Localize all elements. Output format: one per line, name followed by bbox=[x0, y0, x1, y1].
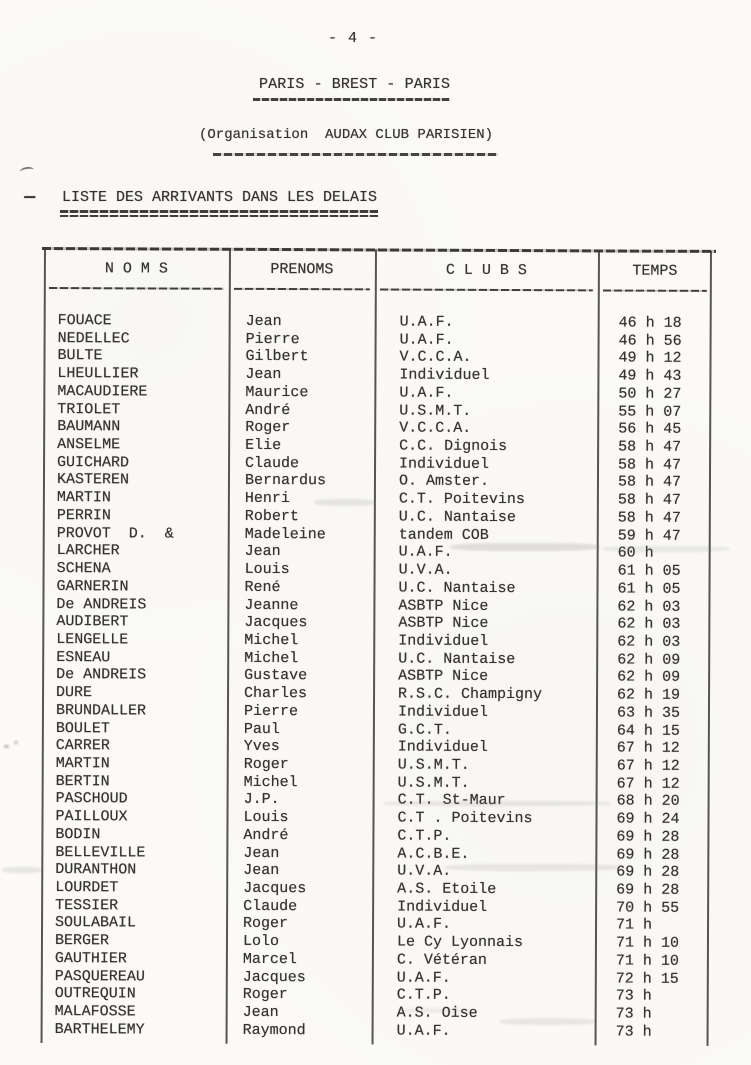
cell-club: U.V.A. bbox=[397, 862, 452, 881]
cell-temps: 67 h 12 bbox=[616, 757, 680, 775]
header-prenoms: PRENOMS bbox=[229, 248, 375, 290]
scan-speck bbox=[4, 745, 9, 748]
cell-temps: 61 h 05 bbox=[617, 580, 681, 598]
cell-prenom: Bernardus bbox=[244, 472, 327, 490]
cell-prenom: Jean bbox=[243, 862, 280, 880]
cell-temps: 73 h bbox=[615, 987, 652, 1005]
cell-nom: BODIN bbox=[55, 825, 101, 844]
table-header-row bbox=[44, 247, 712, 291]
cell-nom: KASTEREN bbox=[56, 471, 130, 489]
cell-prenom: Jean bbox=[244, 543, 281, 561]
cell-prenom: Claude bbox=[245, 454, 300, 472]
cell-temps: 71 h 10 bbox=[615, 934, 680, 952]
cell-nom: TRIOLET bbox=[57, 400, 121, 418]
cell-club: R.S.C. Champigny bbox=[398, 685, 543, 704]
cell-prenom: Michel bbox=[243, 773, 298, 791]
cell-club: U.S.M.T. bbox=[397, 756, 470, 774]
cell-temps: 62 h 09 bbox=[617, 668, 681, 687]
cell-nom: BERGER bbox=[54, 932, 110, 950]
cell-temps: 64 h 15 bbox=[616, 722, 680, 740]
cell-nom: MALAFOSSE bbox=[54, 1003, 136, 1021]
cell-temps: 69 h 28 bbox=[616, 863, 680, 882]
results-table bbox=[41, 247, 712, 1046]
cell-temps: 71 h 10 bbox=[615, 952, 679, 970]
cell-temps: 56 h 45 bbox=[618, 420, 682, 439]
scan-smudge bbox=[399, 1008, 471, 1013]
cell-nom: BAUMANN bbox=[57, 418, 121, 436]
cell-nom: ESNEAU bbox=[56, 648, 111, 666]
cell-prenom: Paul bbox=[243, 720, 280, 738]
cell-prenom: Pierre bbox=[245, 330, 300, 348]
document-title: PARIS - BREST - PARIS bbox=[259, 76, 451, 93]
table-row bbox=[41, 1021, 709, 1042]
cell-prenom: Gilbert bbox=[245, 348, 309, 366]
cell-prenom: Jean bbox=[245, 366, 282, 384]
cell-prenom: Claude bbox=[243, 897, 298, 915]
cell-nom: MARTIN bbox=[56, 489, 111, 507]
cell-temps: 72 h 15 bbox=[615, 970, 679, 988]
cell-temps: 58 h 47 bbox=[617, 491, 681, 509]
cell-temps: 70 h 55 bbox=[616, 899, 680, 917]
cell-prenom: Raymond bbox=[242, 1021, 306, 1039]
cell-prenom: Louis bbox=[243, 809, 289, 827]
page-number: - 4 - bbox=[328, 30, 379, 47]
cell-temps: 61 h 05 bbox=[617, 562, 681, 580]
cell-nom: TESSIER bbox=[55, 896, 119, 915]
cell-nom: BULTE bbox=[57, 347, 103, 365]
cell-nom: NEDELLEC bbox=[57, 329, 130, 348]
cell-prenom: René bbox=[244, 578, 281, 596]
cell-temps: 46 h 18 bbox=[618, 314, 682, 332]
cell-nom: CARRER bbox=[55, 737, 110, 755]
cell-nom: De ANDREIS bbox=[56, 595, 147, 613]
cell-club: C.T.P. bbox=[396, 986, 451, 1005]
cell-temps: 71 h bbox=[616, 916, 653, 935]
cell-nom: AUDIBERT bbox=[56, 613, 129, 631]
cell-prenom: Roger bbox=[245, 419, 291, 437]
cell-prenom: Jacques bbox=[244, 614, 308, 632]
cell-prenom: Gustave bbox=[244, 667, 308, 685]
cell-temps: 60 h bbox=[617, 544, 654, 563]
cell-club: U.A.F. bbox=[397, 915, 452, 934]
cell-temps: 58 h 47 bbox=[617, 473, 682, 492]
cell-nom: PAILLOUX bbox=[55, 808, 128, 826]
cell-club: U.A.F. bbox=[396, 969, 451, 987]
cell-temps: 69 h 24 bbox=[616, 810, 680, 828]
scan-smudge bbox=[383, 801, 611, 806]
cell-prenom: Henri bbox=[244, 490, 290, 508]
cell-temps: 73 h bbox=[615, 1023, 652, 1041]
cell-nom: OUTREQUIN bbox=[54, 985, 136, 1003]
cell-club: Le Cy Lyonnais bbox=[396, 933, 524, 952]
cell-club: C.T.P. bbox=[397, 827, 452, 845]
cell-prenom: Marcel bbox=[242, 950, 297, 968]
cell-prenom: André bbox=[245, 401, 291, 419]
cell-prenom: Yves bbox=[243, 738, 280, 756]
cell-prenom: André bbox=[243, 826, 289, 844]
document-subtitle: (Organisation AUDAX CLUB PARISIEN) bbox=[199, 127, 494, 143]
scan-smudge bbox=[602, 546, 730, 552]
cell-nom: SOULABAIL bbox=[55, 914, 137, 932]
cell-temps: 55 h 07 bbox=[618, 403, 682, 421]
underline-bar bbox=[60, 210, 378, 213]
cell-temps: 49 h 12 bbox=[618, 349, 682, 368]
cell-prenom: Robert bbox=[244, 507, 299, 526]
cell-club: U.A.F. bbox=[398, 543, 453, 562]
cell-temps: 58 h 47 bbox=[617, 509, 681, 527]
cell-nom: BRUNDALLER bbox=[55, 701, 147, 720]
cell-prenom: Jacques bbox=[242, 968, 306, 986]
cell-temps: 62 h 03 bbox=[617, 615, 681, 633]
cell-nom: BELLEVILLE bbox=[55, 843, 146, 862]
cell-club: V.C.C.A. bbox=[399, 348, 472, 367]
cell-temps: 67 h 12 bbox=[616, 775, 680, 793]
cell-prenom: Michel bbox=[244, 649, 299, 667]
cell-temps: 67 h 12 bbox=[616, 739, 680, 758]
cell-club: ASBTP Nice bbox=[398, 597, 489, 615]
cell-temps: 62 h 03 bbox=[617, 598, 681, 616]
cell-nom: PERRIN bbox=[56, 506, 111, 525]
cell-nom: GUICHARD bbox=[57, 453, 130, 472]
scan-smudge bbox=[450, 543, 600, 551]
cell-club: C.T. St-Maur bbox=[397, 791, 506, 810]
cell-club: Individuel bbox=[399, 455, 490, 473]
cell-club: Individuel bbox=[399, 366, 490, 385]
cell-prenom: Elie bbox=[245, 436, 282, 455]
cell-temps: 50 h 27 bbox=[618, 385, 682, 403]
list-heading-dash: - bbox=[18, 189, 42, 206]
cell-club: G.C.T. bbox=[397, 721, 452, 739]
cell-club: Individuel bbox=[397, 738, 488, 757]
cell-prenom: Pierre bbox=[243, 702, 299, 720]
cell-club: ASBTP Nice bbox=[398, 667, 489, 686]
scan-smudge bbox=[444, 864, 622, 871]
cell-prenom: Maurice bbox=[245, 383, 309, 402]
cell-prenom: Jacques bbox=[243, 879, 307, 898]
cell-temps: 58 h 47 bbox=[618, 438, 682, 456]
cell-club: Individuel bbox=[397, 898, 488, 916]
cell-prenom: Jean bbox=[245, 312, 282, 331]
cell-temps: 69 h 28 bbox=[616, 828, 680, 846]
cell-prenom: Madeleine bbox=[244, 525, 326, 543]
cell-club: C. Vétéran bbox=[396, 951, 487, 969]
cell-temps: 68 h 20 bbox=[616, 792, 680, 811]
cell-nom: MACAUDIERE bbox=[57, 382, 148, 401]
cell-nom: SCHENA bbox=[56, 560, 111, 578]
cell-temps: 58 h 47 bbox=[618, 456, 682, 474]
cell-nom: LHEULLIER bbox=[57, 365, 139, 383]
cell-nom: LARCHER bbox=[56, 542, 120, 560]
scan-smudge bbox=[2, 867, 42, 873]
cell-nom: GAUTHIER bbox=[54, 949, 127, 968]
cell-club: tandem COB bbox=[398, 526, 489, 544]
cell-prenom: Roger bbox=[243, 915, 289, 933]
title-underline bbox=[253, 98, 450, 101]
cell-club: C.C. Dignois bbox=[399, 437, 508, 456]
cell-temps: 62 h 09 bbox=[617, 651, 681, 669]
scan-smudge bbox=[500, 1018, 596, 1025]
cell-nom: FOUACE bbox=[57, 312, 112, 330]
cell-club: ASBTP Nice bbox=[398, 614, 489, 633]
underline-bar bbox=[60, 215, 378, 218]
cell-nom: BERTIN bbox=[55, 772, 110, 790]
cell-club: U.A.F. bbox=[399, 384, 454, 402]
cell-nom: MARTIN bbox=[55, 755, 110, 773]
list-heading: LISTE DES ARRIVANTS DANS LES DELAIS bbox=[62, 189, 378, 206]
cell-club: Individuel bbox=[397, 703, 489, 721]
cell-club: C.T. Poitevins bbox=[398, 490, 525, 509]
cell-club: U.A.F. bbox=[399, 331, 454, 349]
header-noms: N O M S bbox=[44, 247, 229, 289]
cell-club: A.S. Oise bbox=[396, 1004, 478, 1022]
cell-nom: ANSELME bbox=[57, 436, 121, 454]
cell-club: A.C.B.E. bbox=[397, 845, 470, 863]
cell-club: U.S.M.T. bbox=[399, 402, 472, 420]
header-temps: TEMPS bbox=[598, 249, 712, 290]
margin-pen-mark bbox=[20, 166, 35, 176]
cell-club: U.V.A. bbox=[398, 561, 453, 579]
cell-club: C.T . Poitevins bbox=[397, 809, 533, 828]
scan-speck bbox=[14, 741, 18, 744]
cell-prenom: Roger bbox=[242, 986, 288, 1004]
cell-nom: LENGELLE bbox=[56, 630, 129, 649]
cell-nom: PROVOT D. & bbox=[56, 524, 174, 543]
cell-club: U.C. Nantaise bbox=[398, 579, 516, 597]
cell-nom: BOULET bbox=[55, 719, 110, 737]
cell-club: U.C. Nantaise bbox=[398, 650, 516, 668]
cell-club: U.C. Nantaise bbox=[398, 508, 516, 526]
cell-temps: 59 h 47 bbox=[617, 527, 681, 545]
cell-nom: BARTHELEMY bbox=[54, 1020, 145, 1039]
cell-prenom: Jeanne bbox=[244, 596, 299, 614]
cell-temps: 69 h 28 bbox=[616, 846, 680, 864]
cell-nom: PASCHOUD bbox=[55, 790, 128, 808]
cell-temps: 62 h 03 bbox=[617, 633, 681, 651]
cell-prenom: Lolo bbox=[242, 933, 280, 951]
table-body bbox=[41, 312, 712, 1041]
cell-temps: 49 h 43 bbox=[618, 367, 682, 385]
cell-temps: 46 h 56 bbox=[618, 332, 682, 350]
cell-club: U.S.M.T. bbox=[397, 774, 470, 792]
cell-nom: DURANTHON bbox=[55, 861, 137, 879]
scan-smudge bbox=[314, 499, 376, 506]
cell-nom: De ANDREIS bbox=[56, 666, 147, 684]
cell-nom: GARNERIN bbox=[56, 577, 129, 596]
cell-temps: 63 h 35 bbox=[616, 704, 681, 722]
header-clubs: C L U B S bbox=[375, 248, 598, 290]
cell-club: O. Amster. bbox=[398, 473, 490, 491]
cell-prenom: Jean bbox=[243, 844, 280, 862]
cell-prenom: Roger bbox=[243, 755, 289, 774]
cell-club: U.A.F. bbox=[399, 313, 454, 331]
cell-nom: DURE bbox=[56, 684, 93, 702]
cell-temps: 73 h bbox=[615, 1005, 652, 1023]
cell-prenom: Michel bbox=[244, 631, 299, 650]
cell-temps: 69 h 28 bbox=[616, 881, 680, 899]
cell-club: Individuel bbox=[398, 632, 489, 650]
cell-nom: PASQUEREAU bbox=[54, 967, 145, 986]
cell-prenom: J.P. bbox=[243, 791, 280, 809]
cell-prenom: Louis bbox=[244, 560, 290, 579]
subtitle-underline bbox=[213, 153, 498, 156]
list-heading-underline bbox=[60, 210, 378, 218]
cell-prenom: Jean bbox=[242, 1003, 279, 1022]
cell-temps: 62 h 19 bbox=[617, 686, 681, 704]
cell-club: U.A.F. bbox=[396, 1022, 451, 1040]
cell-club: A.S. Etoile bbox=[397, 880, 497, 898]
cell-nom: LOURDET bbox=[55, 879, 119, 897]
cell-club: V.C.C.A. bbox=[399, 419, 472, 438]
cell-prenom: Charles bbox=[244, 684, 308, 703]
